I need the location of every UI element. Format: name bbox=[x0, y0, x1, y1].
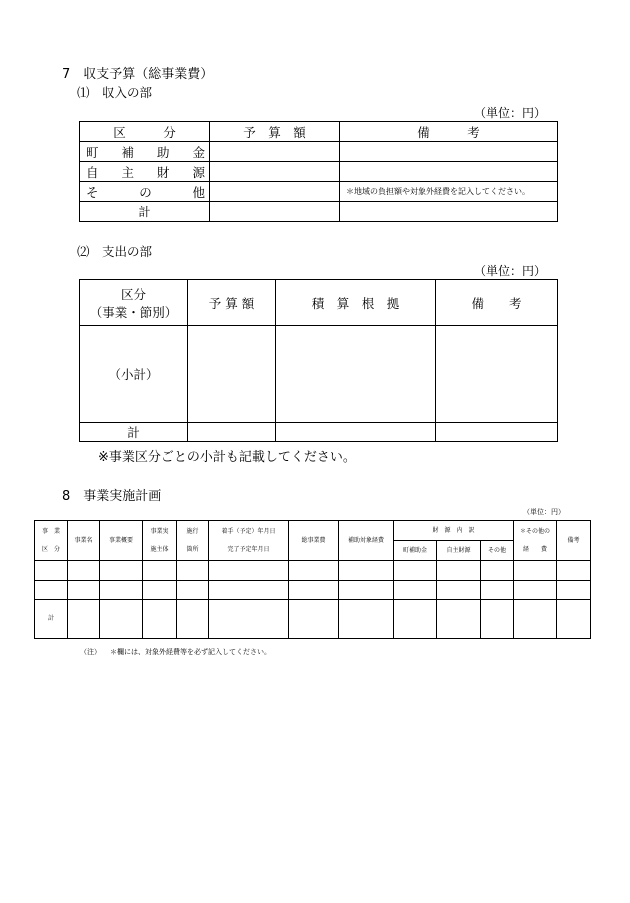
expense-header-row bbox=[80, 280, 558, 326]
plan-header-remarks: 備考 bbox=[557, 521, 591, 561]
expense-remarks-cell[interactable] bbox=[436, 423, 558, 442]
income-budget-cell[interactable] bbox=[210, 162, 340, 182]
income-table bbox=[79, 121, 558, 222]
expense-unit: （単位：円） bbox=[473, 264, 546, 278]
income-total-row bbox=[80, 202, 558, 222]
expense-subtitle: ⑵ 支出の部 bbox=[77, 244, 153, 259]
plan-header-dates: 着手（予定）年月日 完了予定年月日 bbox=[209, 521, 289, 561]
plan-cell[interactable] bbox=[209, 600, 289, 639]
plan-cell[interactable] bbox=[177, 581, 209, 600]
plan-cell[interactable] bbox=[557, 581, 591, 600]
expense-budget-cell[interactable] bbox=[188, 423, 276, 442]
plan-cell[interactable] bbox=[143, 561, 177, 581]
plan-cell[interactable] bbox=[289, 600, 339, 639]
expense-header-budget: 予 算 額 bbox=[188, 280, 276, 326]
plan-cell[interactable] bbox=[289, 581, 339, 600]
plan-cell[interactable] bbox=[481, 561, 514, 581]
plan-cell[interactable] bbox=[35, 581, 68, 600]
expense-subtotal-label: （小計） bbox=[80, 326, 188, 423]
plan-cell[interactable] bbox=[437, 600, 481, 639]
expense-remarks-cell[interactable] bbox=[436, 326, 558, 423]
plan-cell[interactable] bbox=[177, 561, 209, 581]
plan-footnote-label: （注） bbox=[80, 648, 101, 656]
plan-cell[interactable] bbox=[143, 581, 177, 600]
expense-header-remarks: 備 考 bbox=[436, 280, 558, 326]
plan-cell[interactable] bbox=[514, 561, 557, 581]
plan-header-funds-own: 自主財源 bbox=[437, 541, 481, 561]
plan-header-eligible-cost: 補助対象経費 bbox=[339, 521, 394, 561]
plan-data-row bbox=[35, 561, 591, 581]
plan-cell[interactable] bbox=[437, 561, 481, 581]
plan-cell[interactable] bbox=[557, 561, 591, 581]
plan-header-total-cost: 総事業費 bbox=[289, 521, 339, 561]
plan-header-row-1 bbox=[35, 521, 591, 541]
plan-header-implementer: 事業実 施主体 bbox=[143, 521, 177, 561]
income-row-own-funds bbox=[80, 162, 558, 182]
plan-cell[interactable] bbox=[481, 581, 514, 600]
plan-cell[interactable] bbox=[481, 600, 514, 639]
income-header-category: 区 分 bbox=[80, 122, 210, 142]
plan-cell[interactable] bbox=[100, 561, 143, 581]
income-row-label: そ の 他 bbox=[80, 182, 210, 202]
plan-cell[interactable] bbox=[100, 581, 143, 600]
plan-cell[interactable] bbox=[68, 581, 100, 600]
income-remarks-cell[interactable] bbox=[340, 182, 558, 202]
expense-body-row bbox=[80, 326, 558, 423]
plan-cell[interactable] bbox=[289, 561, 339, 581]
income-budget-cell[interactable] bbox=[210, 202, 340, 222]
plan-header-name: 事業名 bbox=[68, 521, 100, 561]
plan-header-summary: 事業概要 bbox=[100, 521, 143, 561]
plan-header-funds-town: 町補助金 bbox=[394, 541, 437, 561]
income-subtitle: ⑴ 収入の部 bbox=[77, 85, 153, 100]
section-8-title: 8 事業実施計画 bbox=[62, 489, 162, 504]
plan-cell[interactable] bbox=[339, 600, 394, 639]
income-unit: （単位：円） bbox=[473, 106, 546, 120]
income-budget-cell[interactable] bbox=[210, 142, 340, 162]
expense-table bbox=[79, 279, 558, 442]
plan-header-location: 施行 箇所 bbox=[177, 521, 209, 561]
plan-cell[interactable] bbox=[143, 600, 177, 639]
plan-table bbox=[34, 520, 591, 639]
income-remarks-cell[interactable] bbox=[340, 142, 558, 162]
section-7-title: 7 収支予算（総事業費） bbox=[62, 67, 214, 82]
expense-header-category: 区分 （事業・節別） bbox=[80, 280, 188, 326]
income-header-budget: 予 算 額 bbox=[210, 122, 340, 142]
income-row-other bbox=[80, 182, 558, 202]
expense-total-label: 計 bbox=[80, 423, 188, 442]
plan-cell[interactable] bbox=[68, 600, 100, 639]
income-header-row bbox=[80, 122, 558, 142]
plan-cell[interactable] bbox=[394, 600, 437, 639]
plan-cell[interactable] bbox=[514, 600, 557, 639]
plan-cell[interactable] bbox=[209, 561, 289, 581]
income-header-remarks: 備 考 bbox=[340, 122, 558, 142]
expense-header-basis: 積 算 根 拠 bbox=[276, 280, 436, 326]
expense-basis-cell[interactable] bbox=[276, 423, 436, 442]
plan-cell[interactable] bbox=[394, 581, 437, 600]
income-remarks-cell[interactable] bbox=[340, 202, 558, 222]
plan-cell[interactable] bbox=[100, 600, 143, 639]
plan-cell[interactable] bbox=[557, 600, 591, 639]
plan-cell[interactable] bbox=[394, 561, 437, 581]
plan-cell[interactable] bbox=[209, 581, 289, 600]
expense-note: ※事業区分ごとの小計も記載してください。 bbox=[98, 450, 356, 465]
income-total-label: 計 bbox=[80, 202, 210, 222]
income-remarks-cell[interactable] bbox=[340, 162, 558, 182]
plan-unit: （単位：円） bbox=[523, 508, 565, 516]
income-other-note: ＊地域の負担額や対象外経費を記入してください。 bbox=[346, 187, 530, 196]
expense-budget-cell[interactable] bbox=[188, 326, 276, 423]
income-row-town-subsidy bbox=[80, 142, 558, 162]
plan-cell[interactable] bbox=[514, 581, 557, 600]
plan-header-funds: 財 源 内 訳 bbox=[394, 521, 514, 541]
plan-footnote: ＊欄には、対象外経費等を必ず記入してください。 bbox=[110, 648, 271, 656]
plan-cell[interactable] bbox=[177, 600, 209, 639]
plan-total-label: 計 bbox=[35, 600, 68, 639]
plan-cell[interactable] bbox=[339, 581, 394, 600]
plan-total-row bbox=[35, 600, 591, 639]
expense-basis-cell[interactable] bbox=[276, 326, 436, 423]
plan-cell[interactable] bbox=[35, 561, 68, 581]
income-budget-cell[interactable] bbox=[210, 182, 340, 202]
plan-cell[interactable] bbox=[68, 561, 100, 581]
expense-total-row bbox=[80, 423, 558, 442]
plan-cell[interactable] bbox=[339, 561, 394, 581]
income-row-label: 町 補 助 金 bbox=[80, 142, 210, 162]
plan-data-row bbox=[35, 581, 591, 600]
plan-header-category: 事 業 区 分 bbox=[35, 521, 68, 561]
income-row-label: 自 主 財 源 bbox=[80, 162, 210, 182]
plan-header-funds-other: その他 bbox=[481, 541, 514, 561]
plan-header-other-expense: ＊その他の 経 費 bbox=[514, 521, 557, 561]
plan-cell[interactable] bbox=[437, 581, 481, 600]
